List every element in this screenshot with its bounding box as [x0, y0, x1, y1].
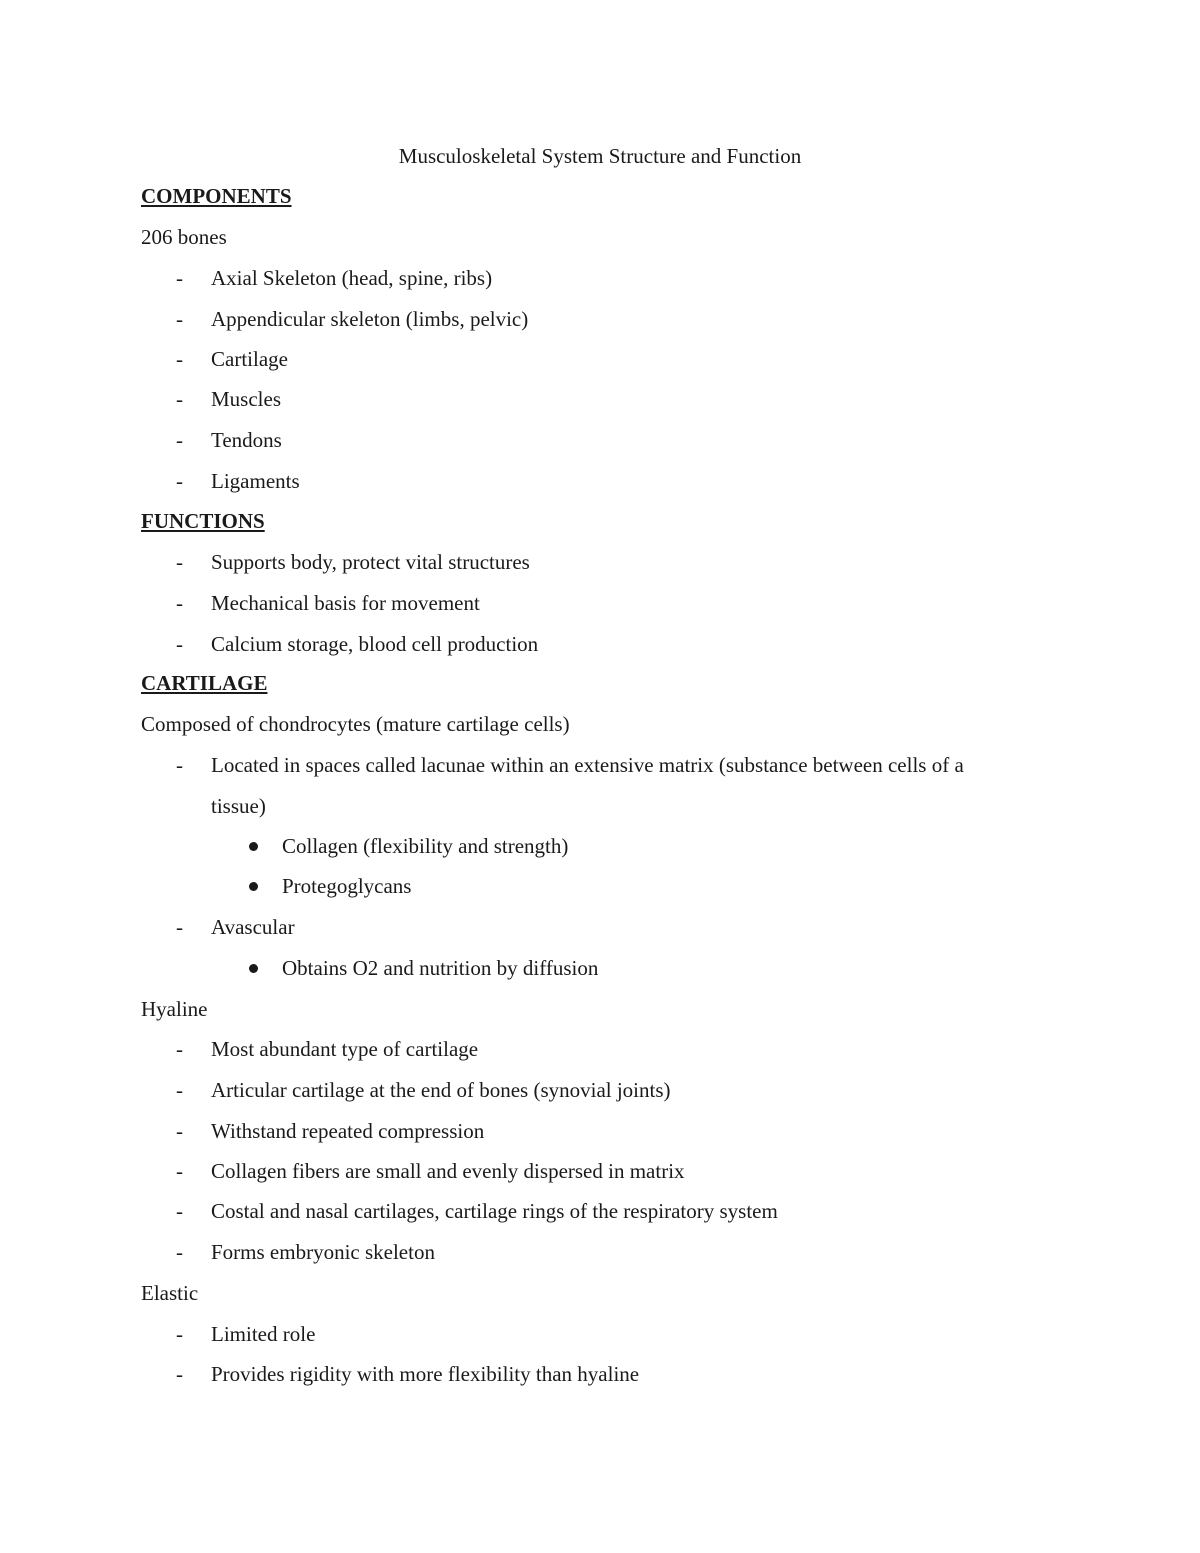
dash-bullet: - — [176, 1240, 183, 1264]
dash-bullet: - — [176, 550, 183, 574]
list-item-continuation: tissue) — [211, 794, 266, 818]
list-item-text: Limited role — [211, 1322, 316, 1346]
list-item-text: Provides rigidity with more flexibility than hyaline — [211, 1362, 640, 1386]
dash-bullet: - — [176, 1199, 183, 1223]
list-item-text: Collagen fibers are small and evenly dispersed in matrix — [211, 1159, 685, 1183]
dash-bullet: - — [176, 307, 183, 331]
list-item-text: Withstand repeated compression — [211, 1119, 485, 1143]
list-item-text: Muscles — [211, 387, 281, 411]
section-heading-cartilage: CARTILAGE — [141, 671, 268, 695]
sub-list-item-text: Collagen (flexibility and strength) — [282, 834, 569, 858]
dash-bullet: - — [176, 591, 183, 615]
dash-bullet: - — [176, 1362, 183, 1386]
list-item-text: Supports body, protect vital structures — [211, 550, 530, 574]
list-item-text: Axial Skeleton (head, spine, ribs) — [211, 266, 493, 290]
cartilage-intro: Composed of chondrocytes (mature cartilage cells) — [141, 712, 570, 736]
list-item-text: Forms embryonic skeleton — [211, 1240, 435, 1264]
dash-bullet: - — [176, 1119, 183, 1143]
sub-list-item-text: Protegoglycans — [282, 874, 412, 898]
list-item-text: Cartilage — [211, 347, 288, 371]
list-item-text: Most abundant type of cartilage — [211, 1037, 479, 1061]
sub-list-item-text: Obtains O2 and nutrition by diffusion — [282, 956, 599, 980]
list-item-text: Avascular — [211, 915, 295, 939]
dash-bullet: - — [176, 469, 183, 493]
list-item-text: Mechanical basis for movement — [211, 591, 480, 615]
dash-bullet: - — [176, 266, 183, 290]
components-intro: 206 bones — [141, 225, 227, 249]
bullet-dot-icon — [249, 842, 258, 851]
bullet-dot-icon — [249, 882, 258, 891]
section-heading-functions: FUNCTIONS — [141, 509, 265, 533]
list-item-text: Articular cartilage at the end of bones (synovial joints) — [211, 1078, 671, 1102]
dash-bullet: - — [176, 753, 183, 777]
subsection-heading-hyaline: Hyaline — [141, 997, 208, 1021]
list-item-text: Located in spaces called lacunae within an extensive matrix (substance between cells of a — [211, 753, 964, 777]
dash-bullet: - — [176, 632, 183, 656]
list-item-text: Ligaments — [211, 469, 300, 493]
dash-bullet: - — [176, 1037, 183, 1061]
dash-bullet: - — [176, 1322, 183, 1346]
section-heading-components: COMPONENTS — [141, 184, 292, 208]
dash-bullet: - — [176, 1078, 183, 1102]
dash-bullet: - — [176, 387, 183, 411]
list-item-text: Calcium storage, blood cell production — [211, 632, 539, 656]
list-item-text: Costal and nasal cartilages, cartilage rings of the respiratory system — [211, 1199, 778, 1223]
page-title: Musculoskeletal System Structure and Function — [398, 144, 802, 168]
list-item-text: Appendicular skeleton (limbs, pelvic) — [211, 307, 529, 331]
dash-bullet: - — [176, 1159, 183, 1183]
dash-bullet: - — [176, 428, 183, 452]
dash-bullet: - — [176, 915, 183, 939]
bullet-dot-icon — [249, 964, 258, 973]
subsection-heading-elastic: Elastic — [141, 1281, 199, 1305]
dash-bullet: - — [176, 347, 183, 371]
list-item-text: Tendons — [211, 428, 282, 452]
